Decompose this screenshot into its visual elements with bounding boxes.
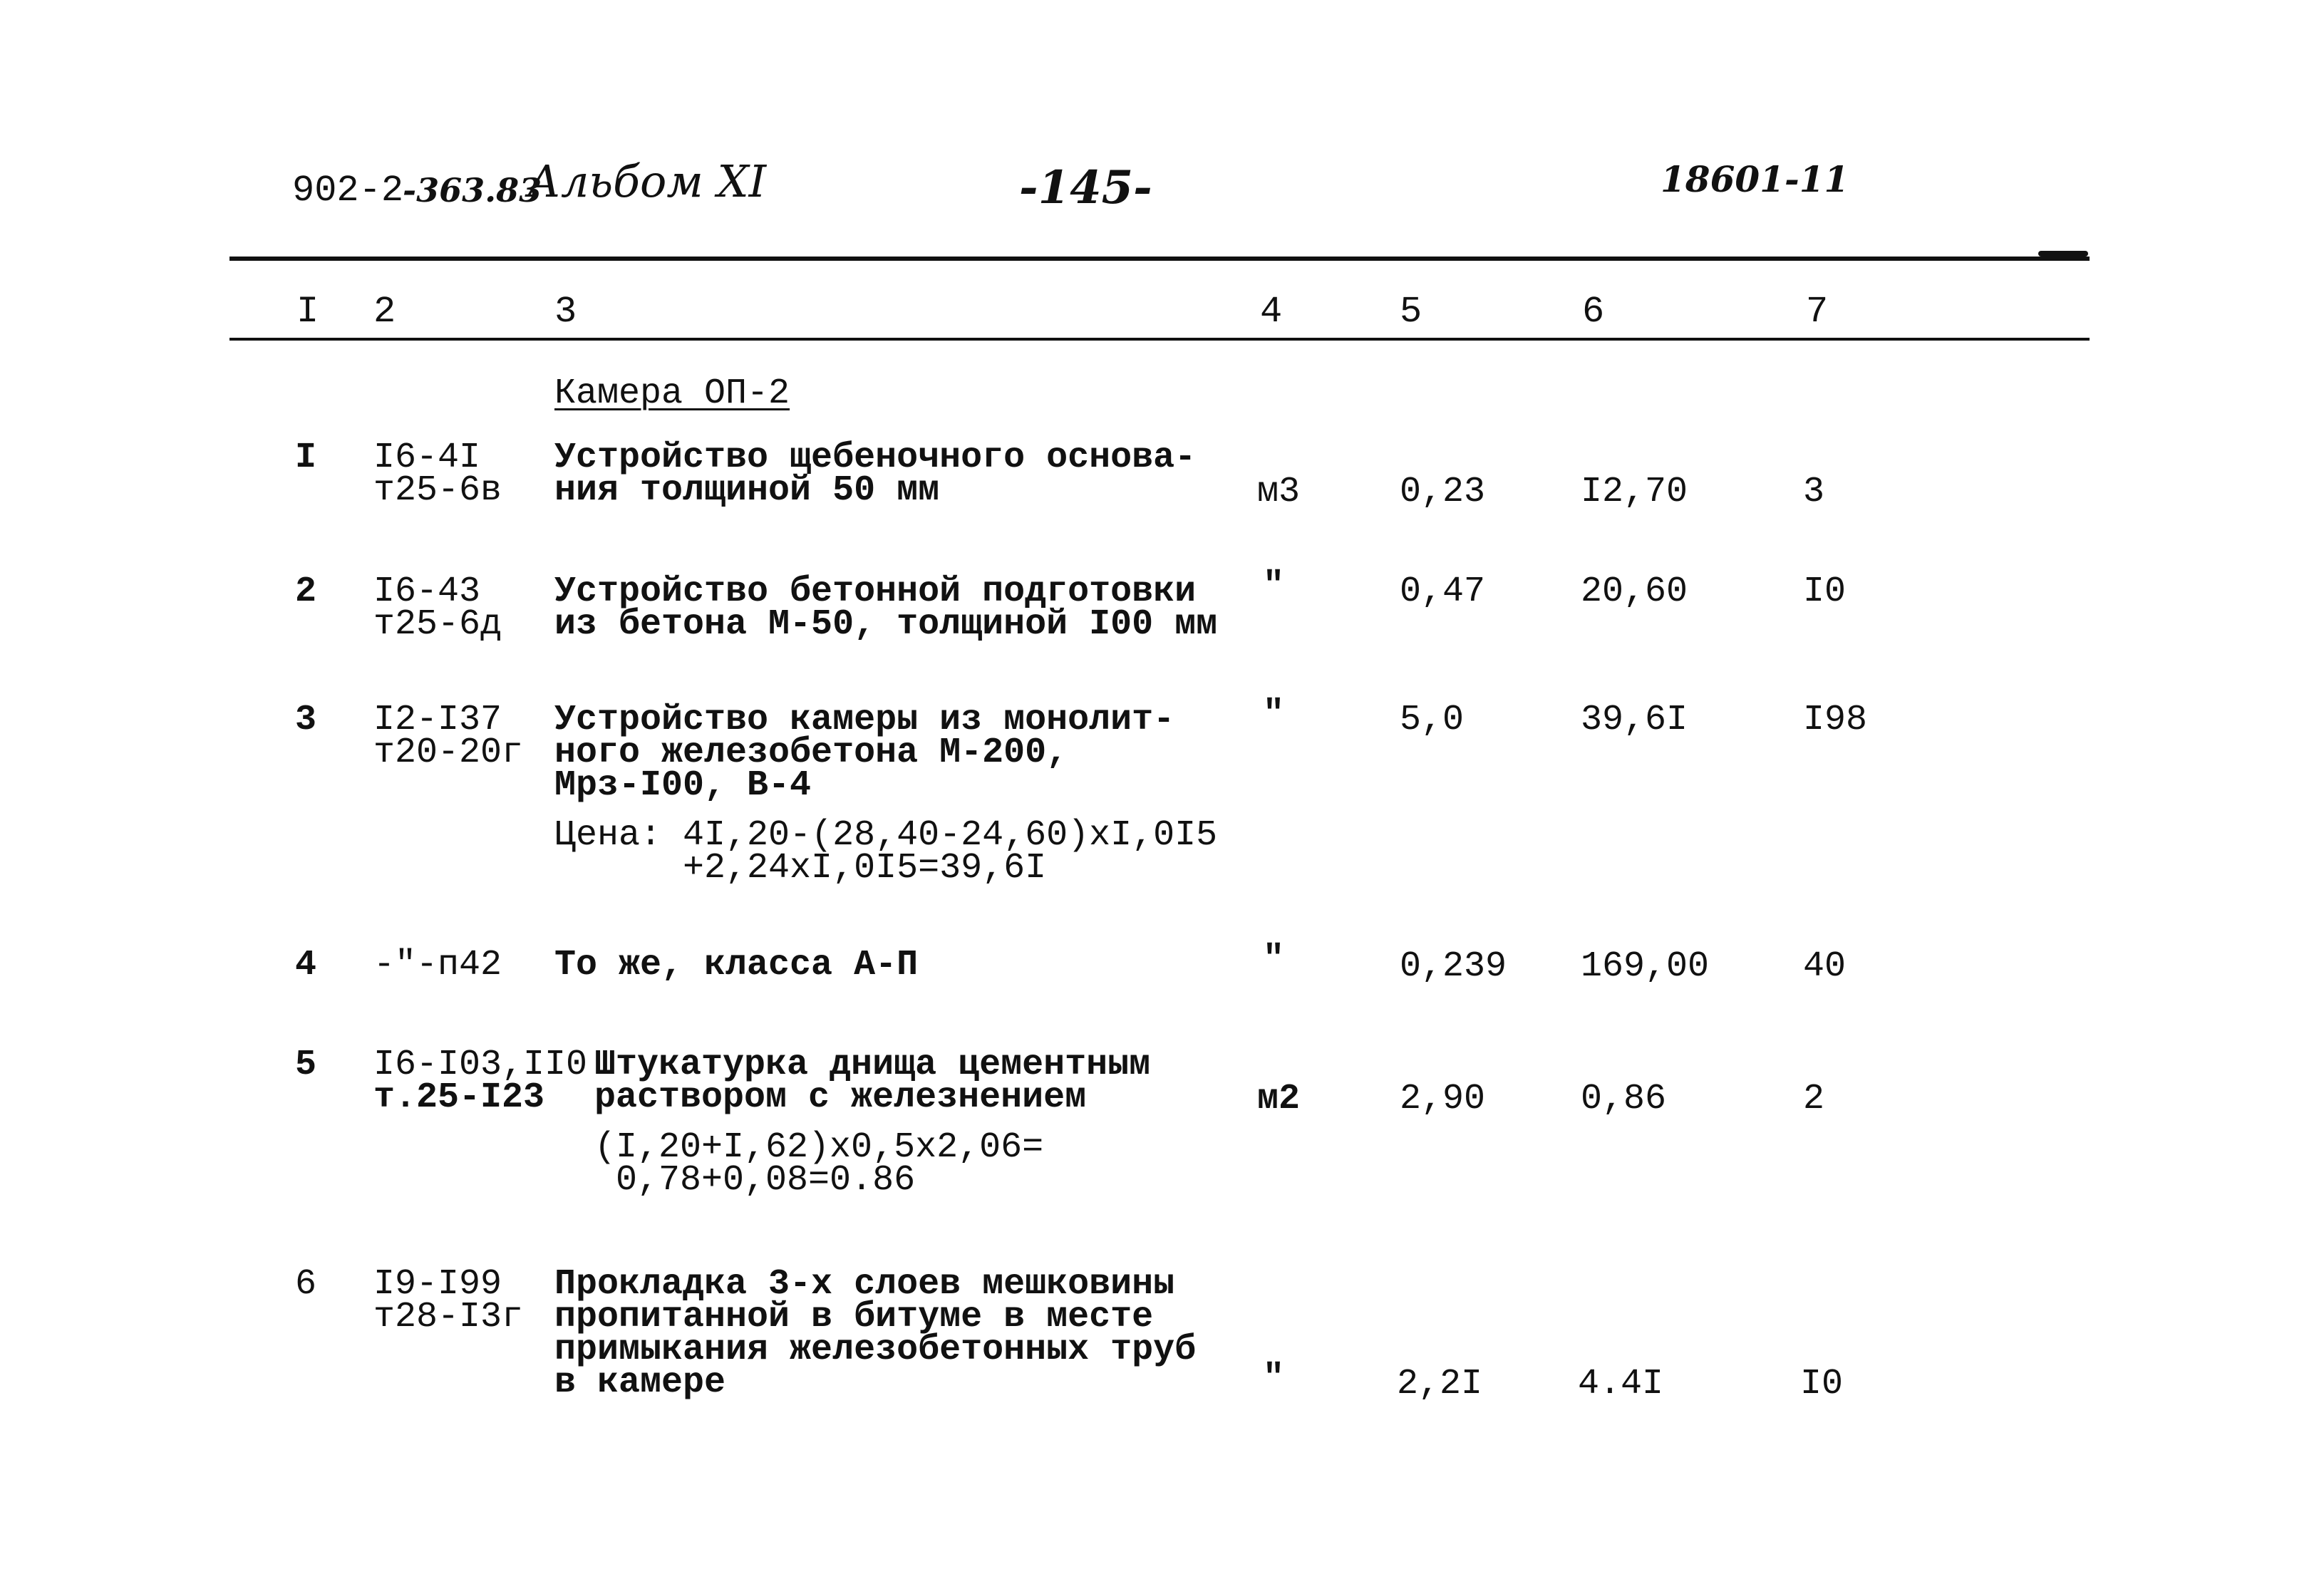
section-title: Камера ОП-2 (554, 373, 790, 414)
col-header-1: I (296, 291, 319, 333)
row-code-line: т28-I3г (373, 1297, 524, 1337)
row-desc-line: Мрз-I00, В-4 (554, 765, 812, 806)
row-unit: " (1263, 1358, 1285, 1399)
row-desc-line: То же, класса А-П (554, 945, 919, 985)
row-total: I98 (1803, 700, 1868, 740)
col-header-3: 3 (554, 291, 577, 333)
row-code-line: -"-п42 (373, 945, 502, 985)
col-header-5: 5 (1400, 291, 1422, 333)
top-rule-accent (2038, 251, 2088, 257)
row-desc-line: пропитанной в битуме в месте (554, 1297, 1154, 1337)
row-total: I0 (1800, 1364, 1844, 1404)
top-rule (229, 257, 2090, 261)
row-total: I0 (1803, 571, 1847, 612)
row-qty: 5,0 (1400, 700, 1465, 740)
row-desc-line: Устройство щебеночного основа- (554, 437, 1197, 478)
row-number: I (295, 437, 317, 478)
row-number: 2 (295, 571, 317, 612)
row-total: 2 (1803, 1079, 1825, 1119)
row-number: 3 (295, 700, 317, 740)
row-desc-line: ния толщиной 50 мм (554, 470, 940, 511)
sheet-id: 18601-11 (1661, 158, 1849, 200)
row-price: 4.4I (1578, 1364, 1664, 1404)
doc-code-handwritten: -363.83 (403, 171, 542, 209)
col-header-4: 4 (1260, 291, 1283, 333)
row-note-line: Цена: 4I,20-(28,40-24,60)хI,0I5 (554, 815, 1218, 856)
doc-code: 902-2 (292, 170, 404, 212)
row-qty: 0,47 (1400, 571, 1486, 612)
row-price: I2,70 (1581, 472, 1688, 512)
row-code-line: I6-I03,II0 (373, 1045, 588, 1085)
page-number: -145- (1019, 161, 1152, 214)
header-rule (229, 338, 2090, 341)
row-number: 6 (295, 1264, 317, 1305)
row-price: 39,6I (1581, 700, 1688, 740)
row-code-line: I6-4I (373, 437, 481, 478)
row-code-line: I9-I99 (373, 1264, 502, 1305)
row-desc-line: раствором с железнением (594, 1077, 1087, 1118)
col-header-7: 7 (1806, 291, 1829, 333)
row-number: 4 (295, 945, 317, 985)
row-code-line: т20-20г (373, 732, 524, 773)
row-qty: 0,23 (1400, 472, 1486, 512)
row-desc-line: ного железобетона М-200, (554, 732, 1068, 773)
row-code-line: т25-6д (373, 604, 502, 645)
row-qty: 2,90 (1400, 1079, 1486, 1119)
row-total: 3 (1803, 472, 1825, 512)
col-header-2: 2 (373, 291, 396, 333)
album-label: Альбом XI (527, 155, 767, 207)
row-number: 5 (295, 1045, 317, 1085)
row-unit: м3 (1257, 472, 1301, 512)
row-price: 169,00 (1581, 946, 1710, 987)
row-note-line: (I,20+I,62)х0,5х2,06= (594, 1127, 1044, 1168)
row-unit: " (1263, 939, 1285, 980)
row-unit: " (1263, 694, 1285, 735)
row-code-line: т25-6в (373, 470, 502, 511)
row-qty: 0,239 (1400, 946, 1507, 987)
row-desc-line: Прокладка 3-х слоев мешковины (554, 1264, 1175, 1305)
row-code-line: I6-43 (373, 571, 481, 612)
row-unit: м2 (1257, 1079, 1301, 1119)
row-desc-line: Штукатурка днища цементным (594, 1045, 1151, 1085)
row-price: 20,60 (1581, 571, 1688, 612)
row-code-line: т.25-I23 (373, 1077, 545, 1118)
row-desc-line: из бетона М-50, толщиной I00 мм (554, 604, 1218, 645)
row-desc-line: в камере (554, 1362, 726, 1403)
col-header-6: 6 (1582, 291, 1605, 333)
row-note-line: +2,24хI,0I5=39,6I (554, 848, 1047, 889)
row-code-line: I2-I37 (373, 700, 502, 740)
row-total: 40 (1803, 946, 1847, 987)
row-desc-line: примыкания железобетонных труб (554, 1330, 1197, 1370)
row-desc-line: Устройство камеры из монолит- (554, 700, 1175, 740)
row-note-line: 0,78+0,08=0.86 (594, 1160, 916, 1201)
row-unit: " (1263, 566, 1285, 606)
row-price: 0,86 (1581, 1079, 1667, 1119)
row-desc-line: Устройство бетонной подготовки (554, 571, 1197, 612)
row-qty: 2,2I (1397, 1364, 1483, 1404)
